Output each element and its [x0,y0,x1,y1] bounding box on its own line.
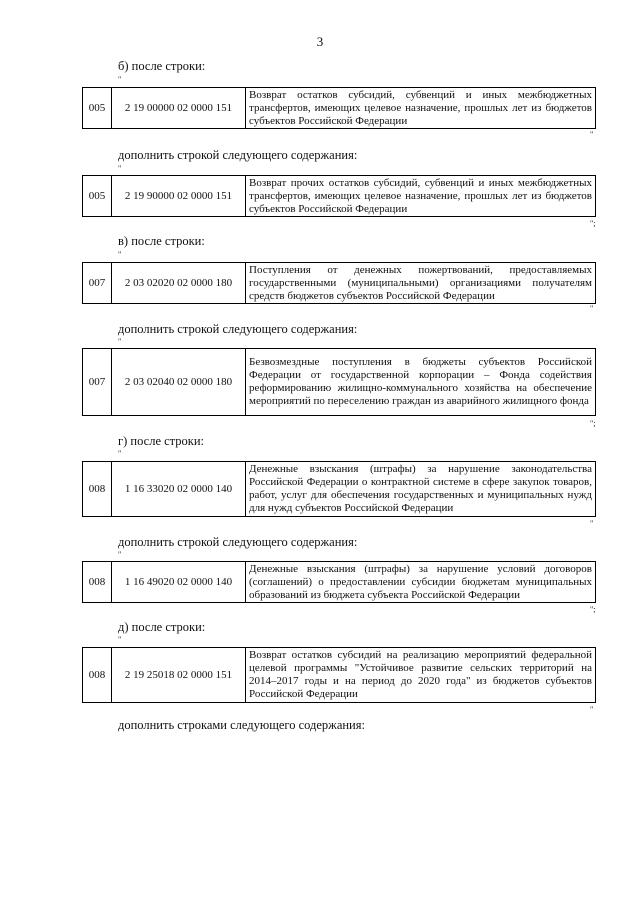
quote-close-mark: " [590,304,594,313]
income-description-cell: Возврат остатков субсидий на реализацию мероприятий федеральной целевой программы "Устойчивое развитие сельских территорий на 2014–2017 годы и на период до 2020 года" из бюджетов субъектов Российской Федерации [246,648,596,703]
code-table-row [82,262,596,304]
budget-code-cell: 1 16 33020 02 0000 140 [112,462,246,517]
code-table-row [82,561,596,603]
quote-close-mark: " [590,130,594,139]
income-description-cell: Денежные взыскания (штрафы) за нарушение законодательства Российской Федерации о контрактной системе в сфере закупок товаров, работ, услуг для обеспечения государственных и муниципальных нужд для нужд субъектов Российской Федерации [246,462,596,517]
admin-code-cell: 007 [83,263,112,304]
quote-open-mark: " [118,449,122,458]
quote-open-mark: " [118,164,122,173]
quote-close-mark: "; [590,419,596,428]
admin-code-cell: 008 [83,462,112,517]
section-v-label: в) после строки: [118,234,205,248]
budget-code-cell: 2 19 25018 02 0000 151 [112,648,246,703]
section-g-label: г) после строки: [118,434,205,448]
budget-code-cell: 2 19 90000 02 0000 151 [112,176,246,217]
quote-close-mark: "; [590,605,596,614]
budget-code-cell: 2 03 02040 02 0000 180 [112,349,246,416]
code-table-row [82,461,596,517]
budget-code-cell: 2 19 00000 02 0000 151 [112,88,246,129]
quote-open-mark: " [118,75,122,84]
income-description-cell: Возврат прочих остатков субсидий, субвенций и иных межбюджетных трансфертов, имеющих целевое назначение, прошлых лет из бюджетов субъектов Российской Федерации [246,176,596,217]
quote-close-mark: "; [590,219,596,228]
admin-code-cell: 008 [83,562,112,603]
quote-close-mark: " [590,705,594,714]
add-row-label: дополнить строкой следующего содержания: [118,148,358,162]
add-row-label: дополнить строкой следующего содержания: [118,535,358,549]
code-table-row [82,647,596,703]
code-table-row [82,175,596,217]
admin-code-cell: 008 [83,648,112,703]
income-description-cell: Денежные взыскания (штрафы) за нарушение условий договоров (соглашений) о предоставлении субсидии бюджетам муниципальных образований из бюджета субъекта Российской Федерации [246,562,596,603]
budget-code-cell: 1 16 49020 02 0000 140 [112,562,246,603]
quote-open-mark: " [118,337,122,346]
section-b-label: б) после строки: [118,59,206,73]
add-row-label: дополнить строкой следующего содержания: [118,322,358,336]
income-description-cell: Безвозмездные поступления в бюджеты субъектов Российской Федерации от государственной корпорации – Фонда содействия реформированию жилищно-коммунального хозяйства на обеспечение мероприятий по переселению граждан из аварийного жилищного фонда [246,349,596,416]
quote-close-mark: " [590,519,594,528]
income-description-cell: Поступления от денежных пожертвований, предоставляемых государственными (муниципальными) организациями получателям средств бюджетов субъектов Российской Федерации [246,263,596,304]
code-table-row [82,87,596,129]
quote-open-mark: " [118,250,122,259]
section-d-label: д) после строки: [118,620,206,634]
budget-code-cell: 2 03 02020 02 0000 180 [112,263,246,304]
income-description-cell: Возврат остатков субсидий, субвенций и иных межбюджетных трансфертов, имеющих целевое назначение, прошлых лет из бюджетов субъектов Российской Федерации [246,88,596,129]
admin-code-cell: 005 [83,88,112,129]
add-rows-label: дополнить строками следующего содержания: [118,718,365,732]
admin-code-cell: 005 [83,176,112,217]
page-number: 3 [316,34,324,49]
quote-open-mark: " [118,635,122,644]
quote-open-mark: " [118,550,122,559]
admin-code-cell: 007 [83,349,112,416]
code-table-row [82,348,596,416]
